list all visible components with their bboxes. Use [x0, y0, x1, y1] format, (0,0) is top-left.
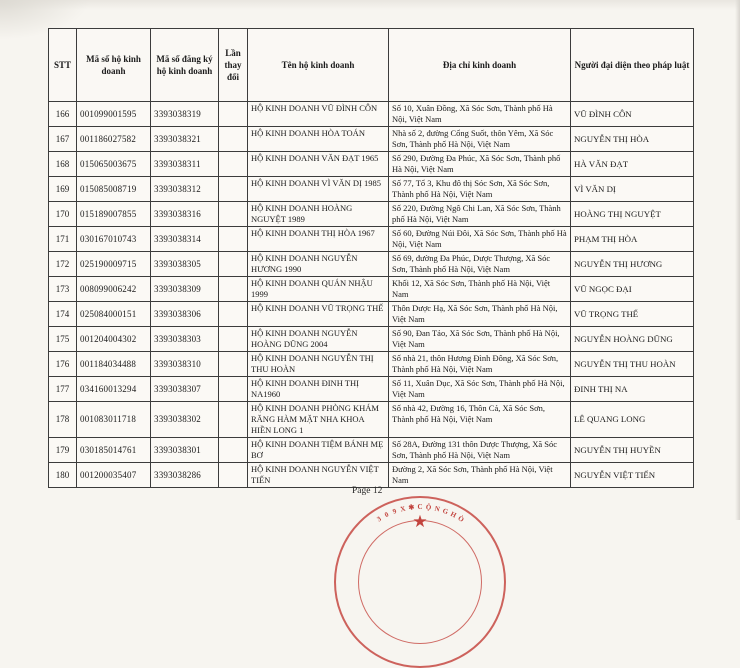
- cell-business-address: Số 220, Đường Ngô Chi Lan, Xã Sóc Sơn, Thành phố Hà Nội, Việt Nam: [389, 202, 571, 227]
- stamp-arc-text-char: C: [417, 503, 423, 511]
- cell-business-address: Số nhà 42, Đường 16, Thôn Cả, Xã Sóc Sơn, Thành phố Hà Nội, Việt Nam: [389, 402, 571, 438]
- cell-business-code: 034160013294: [77, 377, 151, 402]
- table-row: [49, 152, 694, 177]
- header-row: [49, 29, 694, 102]
- cell-change-number: [219, 252, 248, 277]
- scan-edge-right: [735, 0, 740, 520]
- cell-change-number: [219, 402, 248, 438]
- cell-business-name: HỘ KINH DOANH NGUYỄN VIỆT TIẾN: [248, 463, 389, 488]
- cell-business-address: Nhà số 2, đường Cổng Suốt, thôn Yêm, Xã Sóc Sơn, Thành phố Hà Nội, Việt Nam: [389, 127, 571, 152]
- table-row: [49, 302, 694, 327]
- cell-business-name: HỘ KINH DOANH VÌ VĂN DỊ 1985: [248, 177, 389, 202]
- cell-business-code: 015085008719: [77, 177, 151, 202]
- cell-stt: 171: [49, 227, 77, 252]
- cell-registration-code: 3393038310: [151, 352, 219, 377]
- cell-change-number: [219, 227, 248, 252]
- cell-stt: 173: [49, 277, 77, 302]
- cell-registration-code: 3393038311: [151, 152, 219, 177]
- cell-business-name: HỘ KINH DOANH HOÀNG NGUYỆT 1989: [248, 202, 389, 227]
- cell-business-code: 025190009715: [77, 252, 151, 277]
- stamp-arc-text-char: H: [449, 510, 458, 520]
- cell-business-code: 030185014761: [77, 438, 151, 463]
- cell-registration-code: 3393038302: [151, 402, 219, 438]
- cell-business-code: 001200035407: [77, 463, 151, 488]
- cell-business-address: Số 290, Đường Đa Phúc, Xã Sóc Sơn, Thành phố Hà Nội, Việt Nam: [389, 152, 571, 177]
- cell-stt: 170: [49, 202, 77, 227]
- cell-stt: 176: [49, 352, 77, 377]
- col-header-change-number: Lần thay đổi: [219, 29, 248, 102]
- cell-business-address: Số 77, Tổ 3, Khu đô thị Sóc Sơn, Xã Sóc Sơn, Thành phố Hà Nội, Việt Nam: [389, 177, 571, 202]
- table-row: [49, 252, 694, 277]
- cell-representative: ĐINH THỊ NA: [571, 377, 694, 402]
- cell-business-address: Thôn Dược Hạ, Xã Sóc Sơn, Thành phố Hà Nội, Việt Nam: [389, 302, 571, 327]
- cell-change-number: [219, 377, 248, 402]
- cell-business-name: HỘ KINH DOANH TIỆM BÁNH MẸ BƠ: [248, 438, 389, 463]
- cell-business-address: Số 69, đường Đa Phúc, Dược Thượng, Xã Sóc Sơn, Thành phố Hà Nội, Việt Nam: [389, 252, 571, 277]
- cell-business-address: Số 90, Đan Tảo, Xã Sóc Sơn, Thành phố Hà Nội, Việt Nam: [389, 327, 571, 352]
- cell-registration-code: 3393038312: [151, 177, 219, 202]
- cell-business-name: HỘ KINH DOANH HÒA TOÁN: [248, 127, 389, 152]
- table-row: [49, 377, 694, 402]
- stamp-arc-text-char: 3: [375, 514, 383, 524]
- cell-business-name: HỘ KINH DOANH NGUYỄN THỊ THU HOÀN: [248, 352, 389, 377]
- cell-change-number: [219, 352, 248, 377]
- cell-registration-code: 3393038305: [151, 252, 219, 277]
- cell-business-name: HỘ KINH DOANH VŨ TRỌNG THẾ: [248, 302, 389, 327]
- cell-business-code: 030167010743: [77, 227, 151, 252]
- cell-business-name: HỘ KINH DOANH QUÁN NHẬU 1999: [248, 277, 389, 302]
- table-row: [49, 352, 694, 377]
- cell-business-code: 015189007855: [77, 202, 151, 227]
- cell-business-name: HỘ KINH DOANH VĂN ĐẠT 1965: [248, 152, 389, 177]
- stamp-arc-text-char: ✱: [408, 503, 415, 512]
- cell-business-address: Số 28A, Đường 131 thôn Dược Thượng, Xã Sóc Sơn, Thành phố Hà Nội, Việt Nam: [389, 438, 571, 463]
- stamp-outer-ring: [334, 496, 506, 668]
- cell-representative: VÌ VĂN DỊ: [571, 177, 694, 202]
- cell-representative: NGUYỄN VIỆT TIẾN: [571, 463, 694, 488]
- cell-business-code: 001186027582: [77, 127, 151, 152]
- cell-business-address: Số 60, Đường Núi Đôi, Xã Sóc Sơn, Thành phố Hà Nội, Việt Nam: [389, 227, 571, 252]
- stamp-arc-text-char: Ộ: [425, 503, 432, 512]
- cell-registration-code: 3393038309: [151, 277, 219, 302]
- cell-change-number: [219, 463, 248, 488]
- stamp-arc-text-char: X: [399, 504, 407, 514]
- cell-business-name: HỘ KINH DOANH VŨ ĐÌNH CÔN: [248, 102, 389, 127]
- col-header-legal-representative: Người đại diện theo pháp luật: [571, 29, 694, 102]
- cell-representative: PHẠM THỊ HÒA: [571, 227, 694, 252]
- cell-representative: NGUYỄN THỊ HƯƠNG: [571, 252, 694, 277]
- cell-business-code: 025084000151: [77, 302, 151, 327]
- cell-change-number: [219, 102, 248, 127]
- col-header-business-address: Địa chỉ kinh doanh: [389, 29, 571, 102]
- cell-representative: NGUYỄN HOÀNG DŨNG: [571, 327, 694, 352]
- table-row: [49, 227, 694, 252]
- cell-business-name: HỘ KINH DOANH NGUYỄN HƯƠNG 1990: [248, 252, 389, 277]
- table-row: [49, 463, 694, 488]
- cell-business-address: Khối 12, Xã Sóc Sơn, Thành phố Hà Nội, Việt Nam: [389, 277, 571, 302]
- cell-business-address: Số 10, Xuân Đồng, Xã Sóc Sơn, Thành phố Hà Nội, Việt Nam: [389, 102, 571, 127]
- col-header-business-code: Mã số hộ kinh doanh: [77, 29, 151, 102]
- cell-registration-code: 3393038321: [151, 127, 219, 152]
- cell-stt: 172: [49, 252, 77, 277]
- cell-registration-code: 3393038314: [151, 227, 219, 252]
- table-row: [49, 177, 694, 202]
- business-registry-table: [48, 28, 694, 488]
- cell-business-name: HỘ KINH DOANH ĐINH THỊ NA1960: [248, 377, 389, 402]
- cell-representative: NGUYỄN THỊ HÒA: [571, 127, 694, 152]
- cell-change-number: [219, 438, 248, 463]
- official-red-stamp: [334, 496, 506, 668]
- cell-business-code: 001083011718: [77, 402, 151, 438]
- cell-business-code: 001099001595: [77, 102, 151, 127]
- table-row: [49, 102, 694, 127]
- cell-stt: 167: [49, 127, 77, 152]
- cell-business-code: 001204004302: [77, 327, 151, 352]
- table-row: [49, 438, 694, 463]
- cell-change-number: [219, 302, 248, 327]
- stamp-arc-text-char: Ò: [456, 514, 466, 524]
- table-row: [49, 277, 694, 302]
- stamp-arc-text-char: 0: [383, 510, 390, 520]
- col-header-business-name: Tên hộ kinh doanh: [248, 29, 389, 102]
- scan-edge-top: [0, 0, 740, 10]
- cell-business-name: HỘ KINH DOANH THỊ HÒA 1967: [248, 227, 389, 252]
- stamp-arc-text-char: G: [441, 506, 450, 517]
- table-row: [49, 327, 694, 352]
- stamp-inner-ring: [358, 520, 482, 644]
- cell-business-address: Số 11, Xuân Dục, Xã Sóc Sơn, Thành phố Hà Nội, Việt Nam: [389, 377, 571, 402]
- cell-stt: 168: [49, 152, 77, 177]
- cell-registration-code: 3393038319: [151, 102, 219, 127]
- cell-registration-code: 3393038303: [151, 327, 219, 352]
- cell-stt: 166: [49, 102, 77, 127]
- cell-change-number: [219, 127, 248, 152]
- cell-business-code: 015065003675: [77, 152, 151, 177]
- cell-stt: 177: [49, 377, 77, 402]
- cell-business-code: 001184034488: [77, 352, 151, 377]
- table-row: [49, 202, 694, 227]
- cell-registration-code: 3393038316: [151, 202, 219, 227]
- cell-representative: HÀ VĂN ĐẠT: [571, 152, 694, 177]
- cell-change-number: [219, 327, 248, 352]
- cell-business-name: HỘ KINH DOANH NGUYỄN HOÀNG DŨNG 2004: [248, 327, 389, 352]
- col-header-registration-code: Mã số đăng ký hộ kinh doanh: [151, 29, 219, 102]
- cell-business-code: 008099006242: [77, 277, 151, 302]
- stamp-arc-text-char: 9: [391, 507, 398, 516]
- cell-stt: 178: [49, 402, 77, 438]
- page-number: Page 12: [352, 486, 383, 496]
- table-header: [49, 29, 694, 102]
- cell-change-number: [219, 202, 248, 227]
- cell-stt: 180: [49, 463, 77, 488]
- cell-registration-code: 3393038306: [151, 302, 219, 327]
- cell-business-address: Số nhà 21, thôn Hương Đình Đông, Xã Sóc Sơn, Thành phố Hà Nội, Việt Nam: [389, 352, 571, 377]
- cell-stt: 175: [49, 327, 77, 352]
- stamp-star-icon: ★: [412, 512, 428, 531]
- cell-business-address: Đường 2, Xã Sóc Sơn, Thành phố Hà Nội, Việt Nam: [389, 463, 571, 488]
- table-body: [49, 102, 694, 488]
- cell-representative: HOÀNG THỊ NGUYỆT: [571, 202, 694, 227]
- cell-stt: 174: [49, 302, 77, 327]
- cell-business-name: HỘ KINH DOANH PHÒNG KHÁM RĂNG HÀM MẶT NHA KHOA HIỀN LONG 1: [248, 402, 389, 438]
- cell-registration-code: 3393038286: [151, 463, 219, 488]
- cell-stt: 169: [49, 177, 77, 202]
- cell-representative: LÊ QUANG LONG: [571, 402, 694, 438]
- cell-registration-code: 3393038307: [151, 377, 219, 402]
- cell-change-number: [219, 152, 248, 177]
- table-row: [49, 402, 694, 438]
- cell-stt: 179: [49, 438, 77, 463]
- cell-representative: VŨ ĐÌNH CÔN: [571, 102, 694, 127]
- cell-representative: VŨ NGỌC ĐẠI: [571, 277, 694, 302]
- cell-representative: NGUYỄN THỊ HUYỀN: [571, 438, 694, 463]
- col-header-stt: STT: [49, 29, 77, 102]
- table-row: [49, 127, 694, 152]
- cell-registration-code: 3393038301: [151, 438, 219, 463]
- cell-representative: VŨ TRỌNG THẾ: [571, 302, 694, 327]
- cell-change-number: [219, 277, 248, 302]
- stamp-arc-text-char: N: [433, 504, 441, 514]
- cell-change-number: [219, 177, 248, 202]
- cell-representative: NGUYỄN THỊ THU HOÀN: [571, 352, 694, 377]
